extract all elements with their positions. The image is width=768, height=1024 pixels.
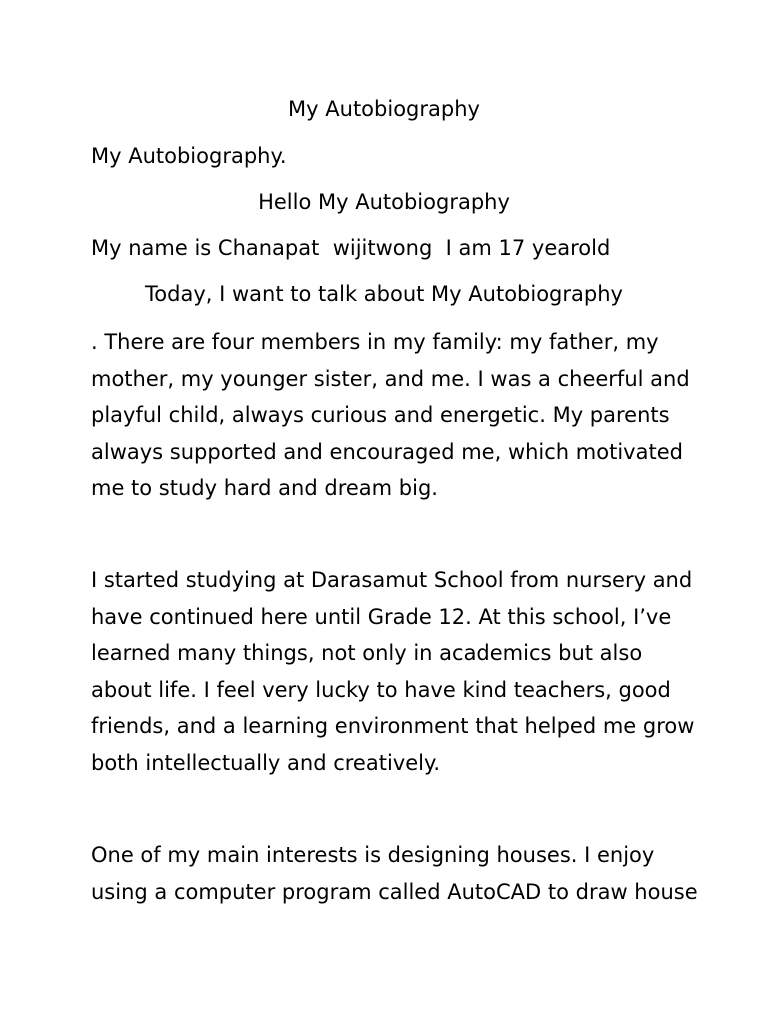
- topic-line: Today, I want to talk about My Autobiography: [145, 282, 623, 306]
- paragraph-interests: [91, 837, 698, 910]
- paragraph-line: . There are four members in my family: my father, my: [91, 330, 659, 354]
- paragraph-line: both intellectually and creatively.: [91, 750, 441, 775]
- heading-line: My Autobiography.: [91, 144, 287, 168]
- paragraph-line: I started studying at Darasamut School from nursery and: [91, 568, 693, 592]
- paragraph-line: about life. I feel very lucky to have kind teachers, good: [91, 677, 671, 702]
- paragraph-line: learned many things, not only in academics but also: [91, 641, 643, 665]
- intro-line: My name is Chanapat wijitwong I am 17 yearold: [91, 236, 611, 260]
- paragraph-line: mother, my younger sister, and me. I was a cheerful and: [91, 366, 690, 391]
- paragraph-line: friends, and a learning environment that helped me grow: [91, 714, 695, 738]
- paragraph-family: [91, 324, 691, 507]
- greeting-line: Hello My Autobiography: [258, 190, 510, 214]
- paragraph-line: always supported and encouraged me, which motivated: [91, 439, 683, 464]
- paragraph-line: have continued here until Grade 12. At this school, I’ve: [91, 604, 672, 629]
- paragraph-line: playful child, always curious and energetic. My parents: [91, 403, 670, 427]
- paragraph-line: using a computer program called AutoCAD to draw house: [91, 879, 698, 904]
- paragraph-line: One of my main interests is designing houses. I enjoy: [91, 843, 655, 867]
- paragraph-line: me to study hard and dream big.: [91, 476, 438, 500]
- document-title: My Autobiography: [288, 97, 480, 121]
- paragraph-school: [91, 562, 695, 781]
